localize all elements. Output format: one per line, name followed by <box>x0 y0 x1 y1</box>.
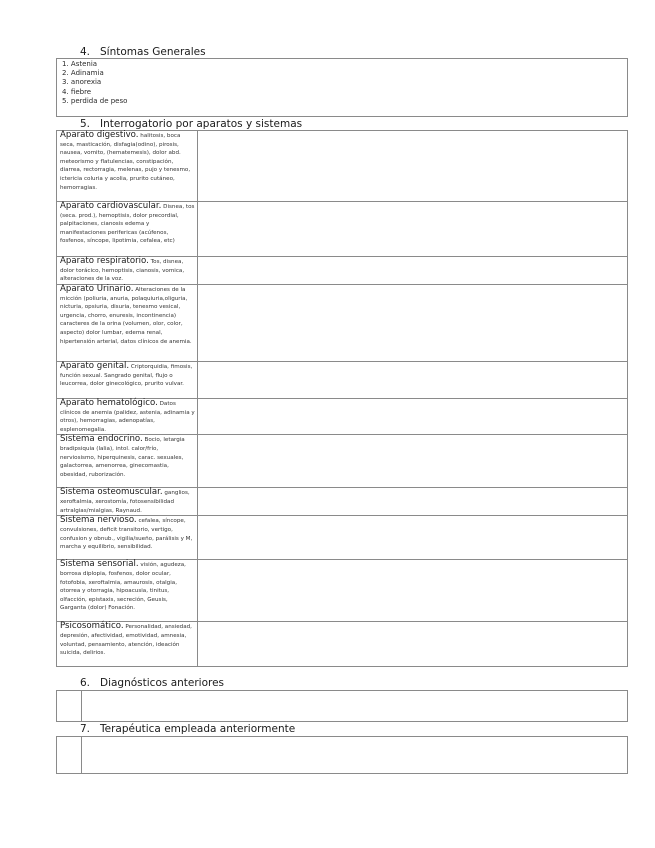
section-title: Interrogatorio por aparatos y sistemas <box>100 118 303 130</box>
section-5-heading <box>80 118 302 130</box>
system-answer-cell[interactable] <box>198 516 628 560</box>
system-description: Disnea, tos (seca. prod.), hemoptisis, dolor precordial, palpitaciones, cianosis edema y manifestaciones perifericas (acúfenos, fosfenos, síncope, lipotimia, cefalea, etc) <box>60 204 195 245</box>
list-item: 1. Astenia <box>62 60 98 68</box>
system-label-cell <box>57 257 198 285</box>
system-name: Psicosomático. <box>60 621 124 632</box>
system-answer-cell[interactable] <box>198 560 628 622</box>
table-row <box>57 516 628 560</box>
system-name: Sistema endocrino. <box>60 434 143 445</box>
table-row <box>57 488 628 516</box>
system-description: halitosis, boca seca, masticación, disfagia(odino), pirosis, nausea, vomito, (hematemesis), dolor abd. meteorismo y flatulencias, constipación, diarrea, rectorragia, melenas, pujo y tenesmo, ictericia coluria y acolia, prurito cutáneo, hemorragias. <box>60 133 191 191</box>
system-name: Aparato hematológico. <box>60 398 158 408</box>
system-label-cell <box>57 435 198 488</box>
list-item: 3. anorexia <box>62 78 102 87</box>
system-name: Aparato respiratorio. <box>60 256 149 266</box>
table-row <box>57 622 628 667</box>
system-name: Aparato genital. <box>60 361 130 371</box>
system-label-cell <box>57 285 198 362</box>
section-4-heading <box>80 46 206 58</box>
system-name: Sistema osteomuscular. <box>60 487 163 498</box>
table-row <box>57 202 628 257</box>
system-label-cell <box>57 399 198 435</box>
table-row <box>57 131 628 202</box>
terapeutica-anterior-box[interactable] <box>56 736 628 774</box>
sintomas-list <box>57 59 627 106</box>
system-answer-cell[interactable] <box>198 362 628 399</box>
system-name: Sistema sensorial. <box>60 559 139 570</box>
table-row <box>57 435 628 488</box>
section-7-heading <box>80 723 295 735</box>
system-label-cell <box>57 488 198 516</box>
system-answer-cell[interactable] <box>198 257 628 285</box>
system-description: ganglios, xeroftalmia, xerostomía, fotosensibilidad artralgias/mialgias, Raynaud. <box>60 490 190 514</box>
system-label-cell <box>57 622 198 667</box>
system-name: Aparato Urinario. <box>60 284 134 294</box>
section-title: Terapéutica empleada anteriormente <box>100 723 296 735</box>
list-item: 2. Adinamia <box>62 69 104 78</box>
system-description: Datos clínicos de anemia (palidez, astenia, adinamia y otros), hemorragias, adenopatías, esplenomegalia. <box>60 401 195 433</box>
table-row <box>57 399 628 435</box>
system-label-cell <box>57 131 198 202</box>
system-answer-cell[interactable] <box>198 399 628 435</box>
section-title: Síntomas Generales <box>100 46 206 58</box>
column-divider <box>81 691 82 721</box>
system-label-cell <box>57 560 198 622</box>
system-description: Personalidad, ansiedad, depresión, afectividad, emotividad, amnesia, voluntad, pensamiento, atención, ideación suicida, delirios. <box>60 624 192 657</box>
section-6-heading <box>80 677 224 689</box>
system-name: Aparato digestivo. <box>60 130 139 140</box>
list-item: 4. fiebre <box>62 87 92 96</box>
system-description: Tos, disnea, dolor torácico, hemoptisis, cianosis, vomica, alteraciones de la voz. <box>60 259 185 283</box>
sintomas-generales-box <box>56 58 628 117</box>
list-item: 5. perdida de peso <box>62 96 128 105</box>
systems-table <box>56 130 628 667</box>
diagnosticos-anteriores-box[interactable] <box>56 690 628 722</box>
system-name: Sistema nervioso. <box>60 515 137 526</box>
system-description: Criptorquidia, fimosis, función sexual. Sangrado genital, flujo o leucorrea, dolor ginecológico, prurito vulvar. <box>60 364 193 388</box>
system-label-cell <box>57 202 198 257</box>
system-description: cefalea, síncope, convulsiones, deficit transitorio, vertigo, confusion y obnub., vigilia/sueño, parálisis y M, marcha y equilibrio, sensibilidad. <box>60 518 193 551</box>
system-answer-cell[interactable] <box>198 622 628 667</box>
section-number: 6. <box>80 677 91 689</box>
section-number: 7. <box>80 723 91 735</box>
section-title: Diagnósticos anteriores <box>100 677 225 689</box>
system-answer-cell[interactable] <box>198 435 628 488</box>
section-number: 5. <box>80 118 91 130</box>
system-answer-cell[interactable] <box>198 131 628 202</box>
table-row <box>57 362 628 399</box>
system-label-cell <box>57 362 198 399</box>
section-number: 4. <box>80 46 91 58</box>
system-description: Bocio, letargia bradipsiquia (lalia), intol. calor/frío, nerviosismo, hiperquinesis, carac. sexuales, galactorrea, amenorrea, ginecomastia, obesidad, ruborización. <box>60 437 185 478</box>
system-label-cell <box>57 516 198 560</box>
table-row <box>57 285 628 362</box>
system-description: visión, agudeza, borrosa diplopia, fosfenos, dolor ocular, fotofobia, xeroftalmia, amaurosis, otalgia, otorrea y otorragia, hipoacusia, tinitus, olfacción, epistaxis, secreción, Geusis, Garganta (dolor) Fonación. <box>60 562 186 612</box>
system-answer-cell[interactable] <box>198 488 628 516</box>
system-name: Aparato cardiovascular. <box>60 201 162 211</box>
table-row <box>57 257 628 285</box>
table-row <box>57 560 628 622</box>
system-description: Alteraciones de la micción (poliuria, anuria, polaquiuria,oliguria, nicturia, opsiuria, disuria, tenesmo vesical, urgencia, chorro, enuresis, incontinencia) caracteres de la orina (volumen, olor, color, aspecto) dolor lumbar, edema renal, hipertensión arterial, datos clínicos de anemia. <box>60 287 192 345</box>
column-divider <box>81 737 82 773</box>
system-answer-cell[interactable] <box>198 202 628 257</box>
system-answer-cell[interactable] <box>198 285 628 362</box>
